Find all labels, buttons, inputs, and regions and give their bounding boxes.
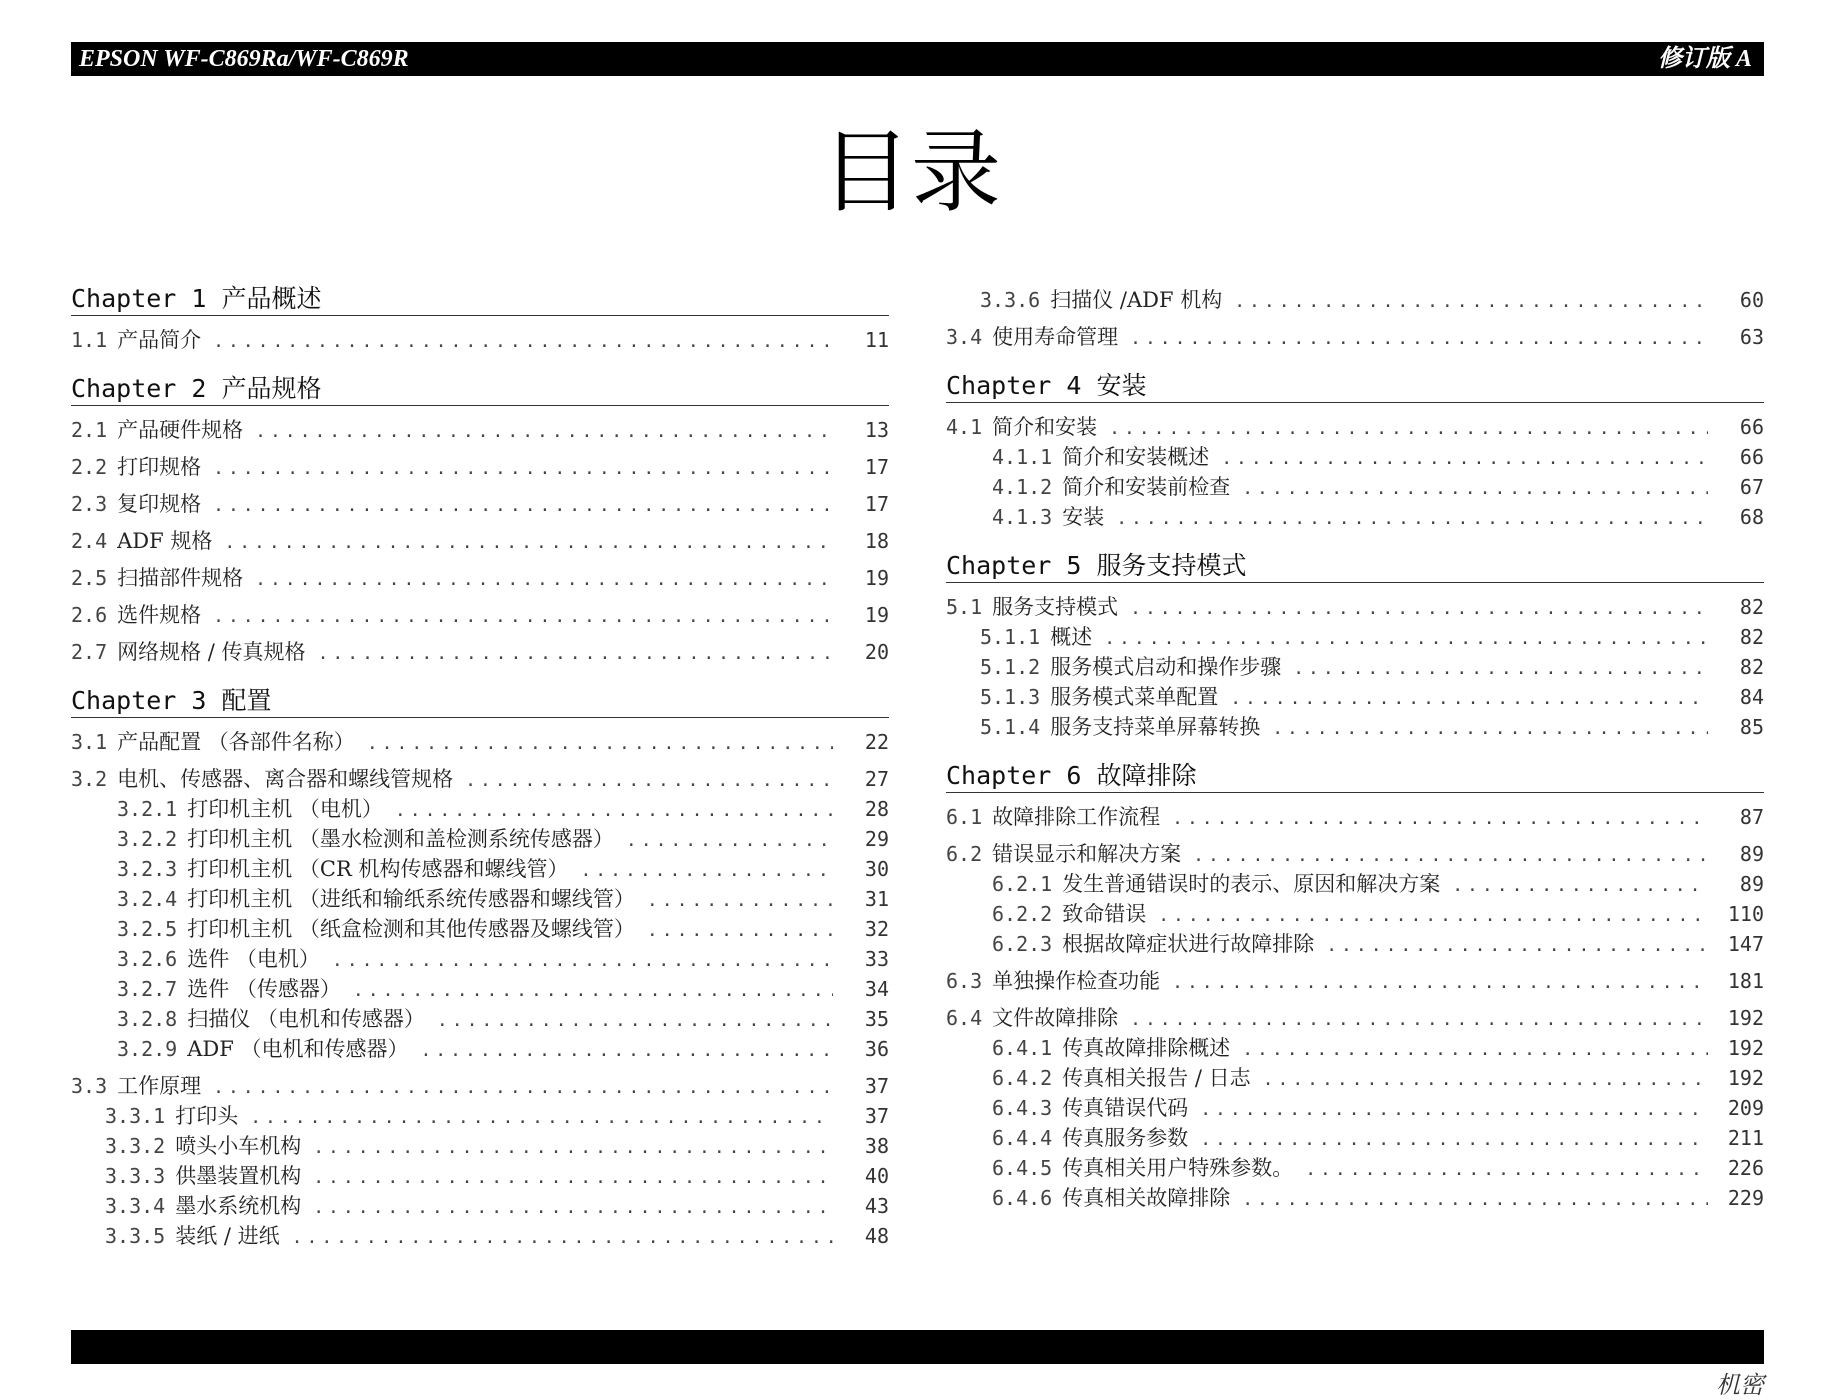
toc-entry[interactable] — [71, 453, 889, 483]
section-title: 服务模式菜单配置 — [1050, 685, 1219, 709]
toc-entry[interactable] — [946, 967, 1764, 997]
section-title: 发生普通错误时的表示、原因和解决方案 — [1062, 872, 1441, 896]
dot-leader — [353, 977, 833, 1005]
toc-entry[interactable] — [946, 803, 1764, 833]
page-number: 37 — [864, 1074, 889, 1098]
section-title: 产品简介 — [117, 328, 202, 352]
section-title: 装纸 / 进纸 — [175, 1224, 280, 1248]
page-number: 63 — [1739, 325, 1764, 349]
page-number: 36 — [864, 1037, 889, 1061]
section-number: 4.1.2 — [992, 475, 1053, 499]
section-title: 产品硬件规格 — [117, 418, 244, 442]
dot-leader — [318, 640, 833, 668]
page-number: 66 — [1739, 415, 1764, 439]
page-number: 33 — [864, 947, 889, 971]
section-title: 传真相关故障排除 — [1062, 1186, 1231, 1210]
toc-entry[interactable] — [946, 1034, 1764, 1064]
dot-leader — [367, 730, 833, 758]
section-title: 文件故障排除 — [992, 1006, 1119, 1030]
section-title: 电机、传感器、离合器和螺线管规格 — [117, 767, 454, 791]
dot-leader — [1242, 1036, 1708, 1064]
toc-entry[interactable] — [946, 1124, 1764, 1154]
chapter-heading — [71, 284, 889, 316]
page-number: 18 — [864, 529, 889, 553]
chapter-label: Chapter 4 — [946, 371, 1082, 400]
section-title: 供墨装置机构 — [175, 1164, 302, 1188]
toc-entry[interactable] — [71, 765, 889, 795]
page-number: 192 — [1727, 1036, 1764, 1060]
dot-leader — [213, 603, 833, 631]
chapter-title: 故障排除 — [1096, 761, 1197, 790]
toc-entry[interactable] — [946, 840, 1764, 870]
page-number: 82 — [1739, 655, 1764, 679]
section-number: 3.2.7 — [117, 977, 178, 1001]
section-title: 选件 （电机） — [187, 947, 320, 971]
dot-leader — [1272, 715, 1708, 743]
page-number: 110 — [1727, 902, 1764, 926]
toc-entry[interactable] — [71, 1132, 889, 1162]
page-number: 89 — [1739, 842, 1764, 866]
section-title: 扫描部件规格 — [117, 566, 244, 590]
section-number: 3.1 — [71, 730, 108, 754]
page-number: 30 — [864, 857, 889, 881]
section-title: 服务模式启动和操作步骤 — [1050, 655, 1282, 679]
dot-leader — [1158, 902, 1708, 930]
toc-entry[interactable] — [946, 1184, 1764, 1214]
section-title: 故障排除工作流程 — [992, 805, 1161, 829]
section-number: 3.3.2 — [105, 1134, 166, 1158]
toc-entry[interactable] — [946, 443, 1764, 473]
section-number: 5.1.3 — [980, 685, 1041, 709]
section-number: 2.5 — [71, 566, 108, 590]
section-number: 6.4.5 — [992, 1156, 1053, 1180]
section-title: 复印规格 — [117, 492, 202, 516]
dot-leader — [1326, 932, 1708, 960]
revision-label: 修订版 A — [1657, 46, 1752, 72]
toc-entry[interactable] — [946, 870, 1764, 900]
page-number: 192 — [1727, 1006, 1764, 1030]
page-number: 147 — [1727, 932, 1764, 956]
page-number: 181 — [1727, 969, 1764, 993]
toc-entry[interactable] — [946, 503, 1764, 533]
toc-entry[interactable] — [946, 1064, 1764, 1094]
toc-entry[interactable] — [946, 653, 1764, 683]
section-title: 扫描仪 （电机和传感器） — [187, 1007, 425, 1031]
toc-entry[interactable] — [946, 323, 1764, 353]
dot-leader — [313, 1134, 833, 1162]
dot-leader — [626, 827, 833, 855]
section-number: 6.1 — [946, 805, 983, 829]
section-number: 3.3.5 — [105, 1224, 166, 1248]
page-number: 84 — [1739, 685, 1764, 709]
dot-leader — [292, 1224, 833, 1252]
chapter-heading — [946, 371, 1764, 403]
page-number: 209 — [1727, 1096, 1764, 1120]
dot-leader — [1172, 969, 1708, 997]
section-title: 简介和安装 — [992, 415, 1098, 439]
section-number: 6.4.3 — [992, 1096, 1053, 1120]
dot-leader — [1293, 655, 1708, 683]
page-number: 82 — [1739, 625, 1764, 649]
section-number: 2.4 — [71, 529, 108, 553]
section-number: 3.3.4 — [105, 1194, 166, 1218]
chapter-label: Chapter 2 — [71, 374, 207, 403]
page-number: 20 — [864, 640, 889, 664]
section-title: 打印机主机 （纸盒检测和其他传感器及螺线管） — [187, 917, 635, 941]
section-title: 喷头小车机构 — [175, 1134, 302, 1158]
section-title: 简介和安装前检查 — [1062, 475, 1231, 499]
dot-leader — [1130, 595, 1708, 623]
section-title: 传真服务参数 — [1062, 1126, 1189, 1150]
section-title: 错误显示和解决方案 — [992, 842, 1182, 866]
page-number: 68 — [1739, 505, 1764, 529]
chapter-heading — [946, 551, 1764, 583]
section-title: 安装 — [1062, 505, 1105, 529]
toc-entry[interactable] — [71, 1162, 889, 1192]
dot-leader — [647, 917, 833, 945]
toc-entry[interactable] — [71, 638, 889, 668]
dot-leader — [1109, 415, 1708, 443]
page-number: 226 — [1727, 1156, 1764, 1180]
dot-leader — [1221, 445, 1708, 473]
section-title: 工作原理 — [117, 1074, 202, 1098]
toc-entry[interactable] — [71, 885, 889, 915]
section-number: 4.1 — [946, 415, 983, 439]
section-number: 5.1.1 — [980, 625, 1041, 649]
dot-leader — [1230, 685, 1708, 713]
section-title: 墨水系统机构 — [175, 1194, 302, 1218]
page-number: 13 — [864, 418, 889, 442]
dot-leader — [647, 887, 833, 915]
dot-leader — [1452, 872, 1708, 900]
chapter-heading — [946, 761, 1764, 793]
toc-entry[interactable] — [946, 900, 1764, 930]
section-title: 简介和安装概述 — [1062, 445, 1210, 469]
section-number: 6.4 — [946, 1006, 983, 1030]
section-title: 扫描仪 /ADF 机构 — [1050, 288, 1223, 312]
section-title: 网络规格 / 传真规格 — [117, 640, 306, 664]
section-title: 产品配置 （各部件名称） — [117, 730, 355, 754]
page-number: 87 — [1739, 805, 1764, 829]
page-number: 229 — [1727, 1186, 1764, 1210]
dot-leader — [580, 857, 833, 885]
page-number: 211 — [1727, 1126, 1764, 1150]
toc-entry[interactable] — [946, 1154, 1764, 1184]
section-number: 5.1.2 — [980, 655, 1041, 679]
section-title: 使用寿命管理 — [992, 325, 1119, 349]
section-number: 6.4.1 — [992, 1036, 1053, 1060]
dot-leader — [224, 529, 833, 557]
section-number: 4.1.3 — [992, 505, 1053, 529]
section-title: 单独操作检查功能 — [992, 969, 1161, 993]
dot-leader — [1172, 805, 1708, 833]
toc-entry[interactable] — [71, 564, 889, 594]
section-number: 2.3 — [71, 492, 108, 516]
section-title: 传真错误代码 — [1062, 1096, 1189, 1120]
section-number: 3.2.9 — [117, 1037, 178, 1061]
page-number: 29 — [864, 827, 889, 851]
section-title: 打印头 — [175, 1104, 239, 1128]
section-title: 传真相关用户特殊参数。 — [1062, 1156, 1294, 1180]
page-number: 40 — [864, 1164, 889, 1188]
dot-leader — [1200, 1126, 1708, 1154]
toc-entry[interactable] — [946, 683, 1764, 713]
section-title: ADF （电机和传感器） — [187, 1037, 409, 1061]
page-number: 17 — [864, 492, 889, 516]
section-title: 传真相关报告 / 日志 — [1062, 1066, 1251, 1090]
dot-leader — [313, 1164, 833, 1192]
section-number: 3.3.3 — [105, 1164, 166, 1188]
toc-entry[interactable] — [71, 855, 889, 885]
toc-entry[interactable] — [71, 1072, 889, 1102]
section-title: 打印机主机 （电机） — [187, 797, 383, 821]
dot-leader — [213, 492, 833, 520]
page-number: 27 — [864, 767, 889, 791]
chapter-heading — [71, 686, 889, 718]
page-number: 19 — [864, 603, 889, 627]
toc-entry[interactable] — [71, 1035, 889, 1065]
section-title: 根据故障症状进行故障排除 — [1062, 932, 1315, 956]
header-bar — [71, 42, 1764, 76]
page-number: 60 — [1739, 288, 1764, 312]
section-number: 3.2.6 — [117, 947, 178, 971]
toc-entry[interactable] — [946, 930, 1764, 960]
toc-entry[interactable] — [946, 593, 1764, 623]
dot-leader — [1104, 625, 1708, 653]
page-number: 22 — [864, 730, 889, 754]
section-number: 4.1.1 — [992, 445, 1053, 469]
chapter-title: 服务支持模式 — [1096, 551, 1247, 580]
section-number: 6.4.2 — [992, 1066, 1053, 1090]
page-number: 31 — [864, 887, 889, 911]
section-number: 2.7 — [71, 640, 108, 664]
dot-leader — [1234, 288, 1708, 316]
page-number: 82 — [1739, 595, 1764, 619]
page-number: 11 — [864, 328, 889, 352]
page-number: 38 — [864, 1134, 889, 1158]
chapter-title: 产品规格 — [221, 374, 322, 403]
toc-entry[interactable] — [71, 1005, 889, 1035]
section-number: 6.2.3 — [992, 932, 1053, 956]
page-number: 34 — [864, 977, 889, 1001]
dot-leader — [1263, 1066, 1708, 1094]
dot-leader — [213, 1074, 833, 1102]
toc-entry[interactable] — [71, 975, 889, 1005]
page-number: 28 — [864, 797, 889, 821]
confidential-label: 机密 — [1716, 1371, 1764, 1399]
toc-entry[interactable] — [946, 1004, 1764, 1034]
chapter-title: 安装 — [1096, 371, 1147, 400]
toc-entry[interactable] — [71, 915, 889, 945]
toc-left-column — [71, 284, 889, 1252]
page-number: 89 — [1739, 872, 1764, 896]
section-number: 6.2.1 — [992, 872, 1053, 896]
section-number: 6.2.2 — [992, 902, 1053, 926]
chapter-label: Chapter 6 — [946, 761, 1082, 790]
section-number: 5.1 — [946, 595, 983, 619]
dot-leader — [213, 328, 833, 356]
section-title: 打印机主机 （CR 机构传感器和螺线管） — [187, 857, 569, 881]
toc-entry[interactable] — [946, 286, 1764, 316]
section-number: 3.4 — [946, 325, 983, 349]
toc-entry[interactable] — [946, 1094, 1764, 1124]
dot-leader — [465, 767, 833, 795]
dot-leader — [420, 1037, 833, 1065]
section-number: 3.2.3 — [117, 857, 178, 881]
toc-right-column — [946, 286, 1764, 1214]
section-title: 打印规格 — [117, 455, 202, 479]
toc-entry[interactable] — [71, 527, 889, 557]
section-number: 3.2 — [71, 767, 108, 791]
chapter-heading — [71, 374, 889, 406]
dot-leader — [1242, 475, 1708, 503]
dot-leader — [255, 566, 833, 594]
section-number: 1.1 — [71, 328, 108, 352]
section-number: 2.2 — [71, 455, 108, 479]
chapter-title: 产品概述 — [221, 284, 322, 313]
toc-entry[interactable] — [946, 623, 1764, 653]
dot-leader — [250, 1104, 833, 1132]
toc-entry[interactable] — [71, 326, 889, 356]
page-number: 35 — [864, 1007, 889, 1031]
section-title: 传真故障排除概述 — [1062, 1036, 1231, 1060]
dot-leader — [437, 1007, 833, 1035]
page-number: 17 — [864, 455, 889, 479]
section-title: 打印机主机 （墨水检测和盖检测系统传感器） — [187, 827, 614, 851]
toc-entry[interactable] — [946, 473, 1764, 503]
chapter-label: Chapter 1 — [71, 284, 207, 313]
toc-entry[interactable] — [946, 713, 1764, 743]
page-number: 85 — [1739, 715, 1764, 739]
dot-leader — [1305, 1156, 1708, 1184]
page-number: 66 — [1739, 445, 1764, 469]
page-title: 目录 — [821, 120, 1001, 225]
section-number: 6.4.4 — [992, 1126, 1053, 1150]
section-title: 选件 （传感器） — [187, 977, 341, 1001]
section-number: 3.3 — [71, 1074, 108, 1098]
toc-entry[interactable] — [71, 1222, 889, 1252]
dot-leader — [395, 797, 833, 825]
chapter-label: Chapter 5 — [946, 551, 1082, 580]
toc-entry[interactable] — [71, 416, 889, 446]
toc-entry[interactable] — [71, 728, 889, 758]
section-number: 3.2.5 — [117, 917, 178, 941]
section-title: 服务支持菜单屏幕转换 — [1050, 715, 1261, 739]
toc-entry[interactable] — [71, 1192, 889, 1222]
section-title: ADF 规格 — [117, 529, 213, 553]
section-number: 3.2.2 — [117, 827, 178, 851]
section-title: 服务支持模式 — [992, 595, 1119, 619]
section-number: 3.2.4 — [117, 887, 178, 911]
page-number: 19 — [864, 566, 889, 590]
section-number: 3.3.1 — [105, 1104, 166, 1128]
toc-entry[interactable] — [71, 795, 889, 825]
section-number: 5.1.4 — [980, 715, 1041, 739]
toc-entry[interactable] — [71, 1102, 889, 1132]
page-number: 67 — [1739, 475, 1764, 499]
section-number: 3.3.6 — [980, 288, 1041, 312]
toc-entry[interactable] — [71, 490, 889, 520]
toc-entry[interactable] — [71, 601, 889, 631]
section-title: 概述 — [1050, 625, 1093, 649]
dot-leader — [255, 418, 833, 446]
footer-bar — [71, 1330, 1764, 1364]
section-title: 致命错误 — [1062, 902, 1147, 926]
dot-leader — [1200, 1096, 1708, 1124]
dot-leader — [1116, 505, 1708, 533]
dot-leader — [1242, 1186, 1708, 1214]
section-title: 选件规格 — [117, 603, 202, 627]
toc-entry[interactable] — [71, 825, 889, 855]
section-number: 3.2.8 — [117, 1007, 178, 1031]
page-number: 48 — [864, 1224, 889, 1248]
toc-entry[interactable] — [946, 413, 1764, 443]
section-number: 6.4.6 — [992, 1186, 1053, 1210]
dot-leader — [213, 455, 833, 483]
section-number: 3.2.1 — [117, 797, 178, 821]
dot-leader — [1130, 325, 1708, 353]
page-number: 192 — [1727, 1066, 1764, 1090]
page-number: 43 — [864, 1194, 889, 1218]
dot-leader — [1193, 842, 1708, 870]
section-number: 2.6 — [71, 603, 108, 627]
section-number: 6.3 — [946, 969, 983, 993]
dot-leader — [1130, 1006, 1708, 1034]
page-number: 32 — [864, 917, 889, 941]
toc-entry[interactable] — [71, 945, 889, 975]
section-number: 2.1 — [71, 418, 108, 442]
page-number: 37 — [864, 1104, 889, 1128]
chapter-title: 配置 — [221, 686, 272, 715]
section-number: 6.2 — [946, 842, 983, 866]
dot-leader — [313, 1194, 833, 1222]
dot-leader — [332, 947, 833, 975]
product-name: EPSON WF-C869Ra/WF-C869R — [79, 46, 409, 72]
section-title: 打印机主机 （进纸和输纸系统传感器和螺线管） — [187, 887, 635, 911]
chapter-label: Chapter 3 — [71, 686, 207, 715]
